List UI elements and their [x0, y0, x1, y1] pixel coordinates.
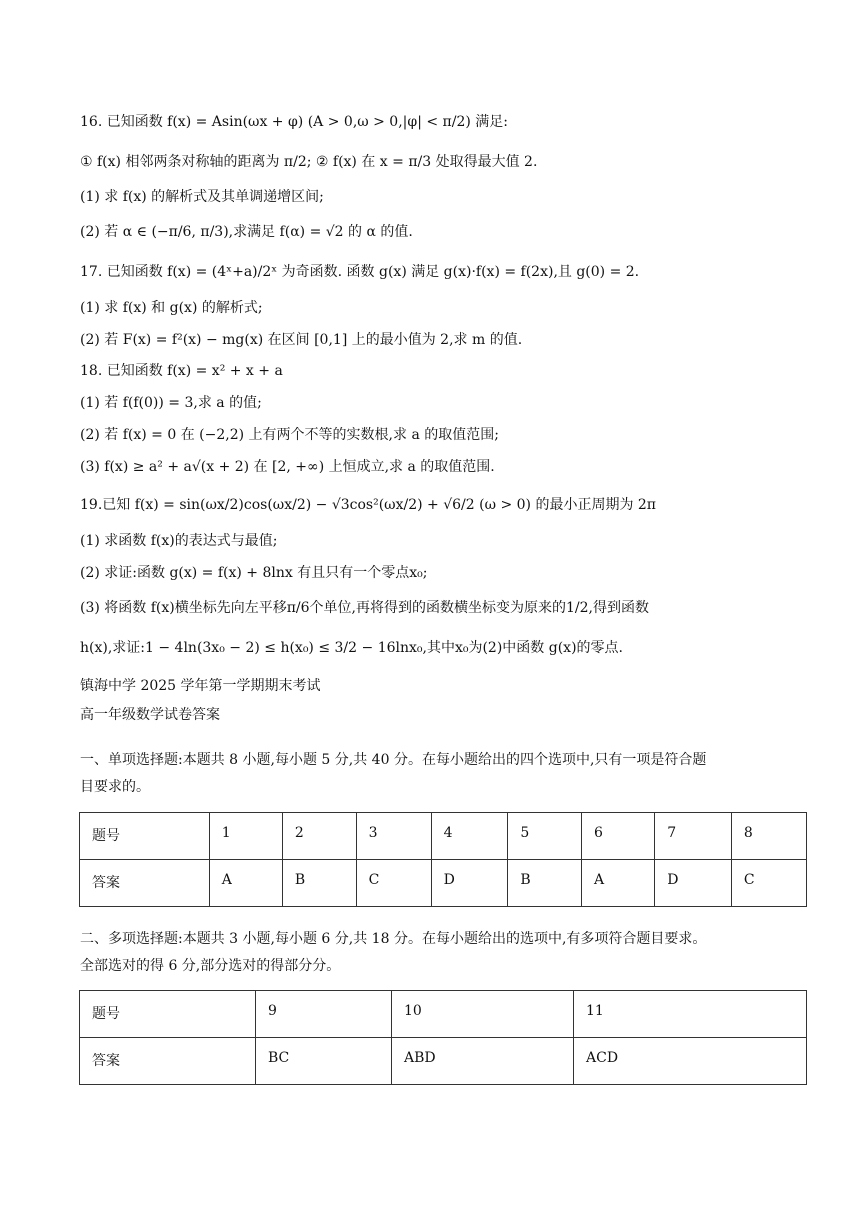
- table-cell: A: [582, 860, 655, 907]
- q19-part2: (2) 求证:函数 g(x) = f(x) + 8lnx 有且只有一个零点x₀;: [80, 565, 428, 581]
- q16-part1: (1) 求 f(x) 的解析式及其单调递增区间;: [80, 189, 324, 205]
- table-cell: 10: [392, 991, 574, 1038]
- table-cell: B: [508, 860, 582, 907]
- table-cell: C: [356, 860, 431, 907]
- single-choice-answer-table: [79, 812, 807, 907]
- table-cell: 3: [356, 813, 431, 860]
- table-cell: D: [431, 860, 508, 907]
- section1-desc-line1: 一、单项选择题:本题共 8 小题,每小题 5 分,共 40 分。在每小题给出的四个选项中,只有一项是符合题: [80, 752, 707, 768]
- multi-choice-answer-table: [79, 990, 807, 1085]
- table-row: [80, 991, 807, 1038]
- table-row: [80, 813, 807, 860]
- section1-desc-line2: 目要求的。: [80, 779, 150, 795]
- table-cell: C: [731, 860, 806, 907]
- table-cell: A: [209, 860, 282, 907]
- table-cell: D: [655, 860, 732, 907]
- table-cell: 9: [256, 991, 392, 1038]
- q16-conditions: ① f(x) 相邻两条对称轴的距离为 π/2; ② f(x) 在 x = π/3 处取得最大值 2.: [80, 154, 538, 170]
- q18-part1: (1) 若 f(f(0)) = 3,求 a 的值;: [80, 395, 262, 411]
- answer-title: 高一年级数学试卷答案: [80, 707, 220, 723]
- table-cell: B: [282, 860, 356, 907]
- q19-part1: (1) 求函数 f(x)的表达式与最值;: [80, 533, 278, 549]
- section2-desc-line1: 二、多项选择题:本题共 3 小题,每小题 6 分,共 18 分。在每小题给出的选项中,有多项符合题目要求。: [80, 931, 707, 947]
- q18-part2: (2) 若 f(x) = 0 在 (−2,2) 上有两个不等的实数根,求 a 的取值范围;: [80, 427, 499, 443]
- q19-part3a: (3) 将函数 f(x)横坐标先向左平移π/6个单位,再将得到的函数横坐标变为原来的1/2,得到函数: [80, 600, 649, 616]
- q16-stem: 16. 已知函数 f(x) = Asin(ωx + φ) (A > 0,ω > 0,|φ| < π/2) 满足:: [80, 114, 508, 130]
- q17-stem: 17. 已知函数 f(x) = (4ˣ+a)/2ˣ 为奇函数. 函数 g(x) 满足 g(x)·f(x) = f(2x),且 g(0) = 2.: [80, 264, 640, 280]
- table-cell: BC: [256, 1038, 392, 1085]
- answer-school: 镇海中学 2025 学年第一学期期末考试: [80, 678, 321, 694]
- q19-part3b: h(x),求证:1 − 4ln(3x₀ − 2) ≤ h(x₀) ≤ 3/2 − 16lnx₀,其中x₀为(2)中函数 g(x)的零点.: [80, 640, 623, 656]
- table-cell: 6: [582, 813, 655, 860]
- row-label-answer: 答案: [80, 860, 210, 907]
- q19-stem: 19.已知 f(x) = sin(ωx/2)cos(ωx/2) − √3cos²(ωx/2) + √6/2 (ω > 0) 的最小正周期为 2π: [80, 497, 657, 513]
- section2-desc-line2: 全部选对的得 6 分,部分选对的得部分分。: [80, 958, 341, 974]
- table-cell: ACD: [574, 1038, 807, 1085]
- table-row: [80, 1038, 807, 1085]
- row-label-number: 题号: [80, 991, 256, 1038]
- q16-part2: (2) 若 α ∈ (−π/6, π/3),求满足 f(α) = √2 的 α 的值.: [80, 224, 413, 240]
- table-cell: 5: [508, 813, 582, 860]
- q17-part1: (1) 求 f(x) 和 g(x) 的解析式;: [80, 300, 263, 316]
- table-cell: 1: [209, 813, 282, 860]
- table-cell: 8: [731, 813, 806, 860]
- table-cell: 7: [655, 813, 732, 860]
- row-label-number: 题号: [80, 813, 210, 860]
- table-cell: 11: [574, 991, 807, 1038]
- q18-stem: 18. 已知函数 f(x) = x² + x + a: [80, 363, 283, 379]
- row-label-answer: 答案: [80, 1038, 256, 1085]
- q17-part2: (2) 若 F(x) = f²(x) − mg(x) 在区间 [0,1] 上的最小值为 2,求 m 的值.: [80, 332, 523, 348]
- table-cell: 4: [431, 813, 508, 860]
- q18-part3: (3) f(x) ≥ a² + a√(x + 2) 在 [2, +∞) 上恒成立,求 a 的取值范围.: [80, 459, 495, 475]
- table-cell: ABD: [392, 1038, 574, 1085]
- table-row: [80, 860, 807, 907]
- table-cell: 2: [282, 813, 356, 860]
